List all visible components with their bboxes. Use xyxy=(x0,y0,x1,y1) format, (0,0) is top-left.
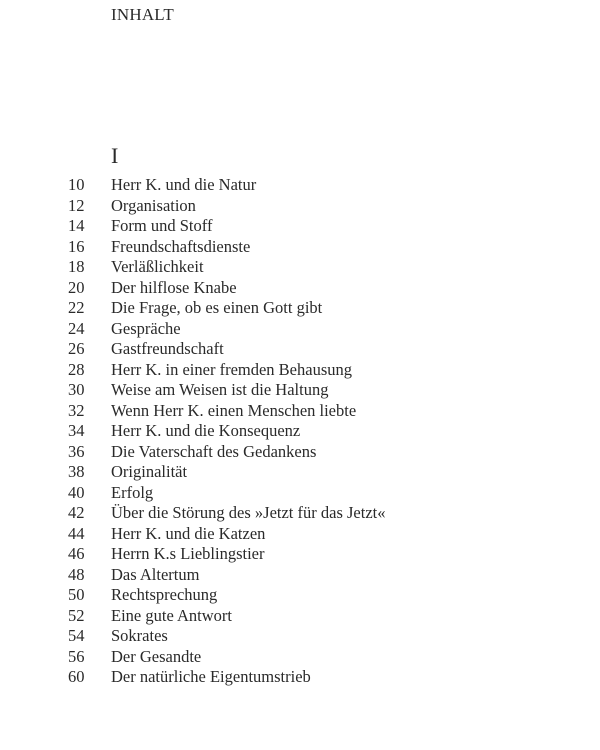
toc-page-number: 34 xyxy=(68,421,85,440)
toc-entry-title: Freundschaftsdienste xyxy=(111,236,251,256)
toc-page-number: 46 xyxy=(68,544,85,563)
toc-page-number: 44 xyxy=(68,523,85,543)
page-title: INHALT xyxy=(111,5,174,24)
toc-entry xyxy=(0,298,600,319)
toc-page-number: 42 xyxy=(68,503,85,522)
toc-entry-title: Das Altertum xyxy=(111,564,200,584)
toc-entry-title: Sokrates xyxy=(111,626,168,645)
toc-entry-title: Herr K. in einer fremden Behausung xyxy=(111,359,352,379)
toc-entry-title: Wenn Herr K. einen Menschen liebte xyxy=(111,400,357,420)
toc-page-number: 40 xyxy=(68,482,85,502)
toc-page-number: 50 xyxy=(68,585,85,604)
toc-page-number: 30 xyxy=(68,380,85,399)
toc-page-number: 10 xyxy=(68,175,85,194)
toc-page-number: 12 xyxy=(68,195,85,215)
toc-page-number: 52 xyxy=(68,605,85,625)
toc-entry xyxy=(0,544,600,565)
toc-entry xyxy=(0,565,600,586)
toc-entry xyxy=(0,483,600,504)
toc-page-number: 32 xyxy=(68,400,85,420)
toc-entry-title: Rechtsprechung xyxy=(111,585,218,604)
toc-entry xyxy=(0,237,600,258)
toc-entry-title: Organisation xyxy=(111,195,196,215)
toc-entry xyxy=(0,339,600,360)
toc-entry-title: Die Frage, ob es einen Gott gibt xyxy=(111,298,323,317)
table-of-contents xyxy=(0,175,600,688)
toc-page-number: 20 xyxy=(68,277,85,297)
toc-entry xyxy=(0,647,600,668)
toc-entry xyxy=(0,667,600,688)
toc-page-number: 14 xyxy=(68,216,85,235)
toc-page-number: 16 xyxy=(68,236,85,256)
toc-entry-title: Der Gesandte xyxy=(111,646,202,666)
toc-entry-title: Die Vaterschaft des Gedankens xyxy=(111,441,317,461)
toc-entry-title: Gespräche xyxy=(111,318,181,338)
toc-entry-title: Gastfreundschaft xyxy=(111,339,224,358)
toc-entry-title: Herr K. und die Natur xyxy=(111,175,257,194)
toc-page-number: 60 xyxy=(68,667,85,686)
toc-entry xyxy=(0,216,600,237)
toc-page-number: 56 xyxy=(68,646,85,666)
toc-page-number: 18 xyxy=(68,257,85,276)
toc-entry xyxy=(0,585,600,606)
toc-entry-title: Herr K. und die Katzen xyxy=(111,523,266,543)
toc-entry xyxy=(0,524,600,545)
toc-page-number: 22 xyxy=(68,298,85,317)
toc-entry-title: Verläßlichkeit xyxy=(111,257,204,276)
toc-entry xyxy=(0,606,600,627)
toc-page-number: 48 xyxy=(68,564,85,584)
toc-page-number: 28 xyxy=(68,359,85,379)
toc-page-number: 36 xyxy=(68,441,85,461)
toc-page-number: 38 xyxy=(68,462,85,481)
toc-entry-title: Weise am Weisen ist die Haltung xyxy=(111,380,329,399)
toc-entry-title: Erfolg xyxy=(111,482,154,502)
toc-entry xyxy=(0,462,600,483)
toc-entry-title: Herrn K.s Lieblingstier xyxy=(111,544,265,563)
toc-page-number: 54 xyxy=(68,626,85,645)
section-numeral: I xyxy=(111,143,119,168)
toc-entry-title: Der natürliche Eigentumstrieb xyxy=(111,667,311,686)
toc-entry xyxy=(0,360,600,381)
toc-entry xyxy=(0,278,600,299)
toc-entry xyxy=(0,442,600,463)
toc-entry xyxy=(0,196,600,217)
toc-entry xyxy=(0,421,600,442)
toc-entry-title: Eine gute Antwort xyxy=(111,605,232,625)
toc-page-number: 26 xyxy=(68,339,85,358)
toc-entry xyxy=(0,401,600,422)
toc-entry xyxy=(0,257,600,278)
toc-entry-title: Über die Störung des »Jetzt für das Jetzt« xyxy=(111,503,386,522)
toc-entry-title: Herr K. und die Konsequenz xyxy=(111,421,301,440)
toc-entry xyxy=(0,503,600,524)
toc-entry xyxy=(0,380,600,401)
toc-entry xyxy=(0,626,600,647)
toc-entry xyxy=(0,319,600,340)
toc-entry-title: Originalität xyxy=(111,462,188,481)
toc-entry-title: Der hilflose Knabe xyxy=(111,277,237,297)
toc-page-number: 24 xyxy=(68,318,85,338)
toc-entry-title: Form und Stoff xyxy=(111,216,213,235)
toc-entry xyxy=(0,175,600,196)
